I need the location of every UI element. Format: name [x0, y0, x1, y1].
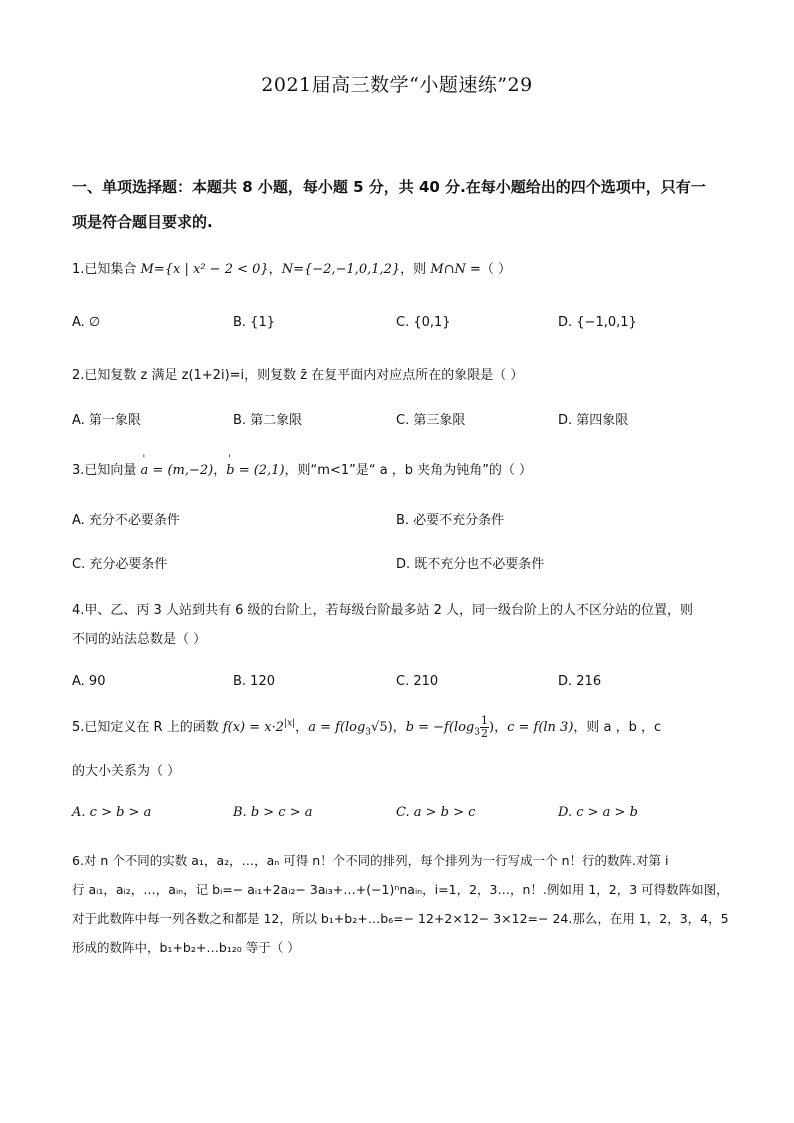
q5-option-a: A. c > b > a: [72, 805, 152, 820]
question-5-stem: [72, 715, 661, 740]
q5-c-definition: c = f(ln 3): [507, 720, 574, 735]
q5-text-b: ，: [295, 720, 309, 735]
q1-option-d: D. {−1,0,1}: [558, 315, 637, 330]
q5-text-d: ，: [494, 720, 508, 735]
question-6-line4: 形成的数阵中，b₁+b₂+…b₁₂₀ 等于（ ）: [72, 940, 300, 955]
q5-text-a: 5.已知定义在 R 上的函数: [72, 720, 223, 735]
q1-set-n: N={−2,−1,0,1,2}: [281, 262, 401, 277]
q4-option-c: C. 210: [396, 674, 439, 689]
q2-option-b: B. 第二象限: [233, 413, 303, 428]
q5-b-close: ): [488, 720, 495, 735]
q3-vector-a: ' a = (m,−2): [141, 463, 214, 478]
q1-text-d: =（ ）: [465, 262, 512, 277]
q5-a-log-base: 3: [365, 727, 372, 738]
question-5-line2: 的大小关系为（ ）: [72, 764, 181, 779]
question-3-stem: [72, 459, 532, 478]
q1-option-c: C. {0,1}: [396, 315, 451, 330]
q1-text-a: 1.已知集合: [72, 262, 141, 277]
q1-option-b: B. {1}: [233, 315, 275, 330]
q5-fraction-denominator: 2: [480, 727, 488, 740]
page-title: 2021届高三数学“小题速练”29: [261, 74, 533, 96]
q3-option-a: A. 充分不必要条件: [72, 513, 180, 528]
question-6-line3: 对于此数阵中每一列各数之和都是 12，所以 b₁+b₂+…b₆=− 12+2×12− 3×12=− 24.那么，在用 1，2，3，4，5: [72, 911, 729, 926]
q5-fraction-numerator: 1: [480, 714, 488, 727]
question-4-line1: 4.甲、乙、丙 3 人站到共有 6 级的台阶上，若每级台阶最多站 2 人，同一级台阶上的人不区分站的位置，则: [72, 603, 694, 618]
q4-option-b: B. 120: [233, 674, 275, 689]
q5-b-log-base: 3: [474, 727, 480, 738]
q3-option-d: D. 既不充分也不必要条件: [396, 557, 545, 572]
question-6-line1: 6.对 n 个不同的实数 a₁，a₂，…，aₙ 可得 n！个不同的排列，每个排列为一行写成一个 n！行的数阵.对第 i: [72, 853, 669, 868]
q1-expr: M∩N: [430, 262, 466, 277]
section-heading-line2: 项是符合题目要求的.: [72, 213, 213, 231]
q4-option-a: A. 90: [72, 674, 106, 689]
q5-option-b: B. b > c > a: [233, 805, 313, 820]
q5-a-definition: a = f(log: [308, 720, 366, 735]
q5-function: f(x) = x·2: [222, 720, 285, 735]
q2-option-d: D. 第四象限: [558, 413, 629, 428]
q5-text-e: ，则 a ，b ，c: [573, 720, 662, 735]
q5-b-definition: b = −f(log: [405, 720, 475, 735]
q1-text-c: ，则: [400, 262, 431, 277]
q1-option-a: A. ∅: [72, 315, 101, 330]
question-6-line2: 行 aᵢ₁，aᵢ₂，…，aᵢₙ，记 bᵢ=− aᵢ₁+2aᵢ₂− 3aᵢ₃+…+(−1)ⁿnaᵢₙ，i=1，2，3…，n！.例如用 1，2，3 可得数阵如图，: [72, 882, 729, 897]
q4-option-d: D. 216: [558, 674, 602, 689]
q2-option-c: C. 第三象限: [396, 413, 466, 428]
q3-text-c: ，则“m<1”是“ a ，b 夹角为钝角”的（ ）: [284, 463, 533, 478]
q5-option-d: D. c > a > b: [558, 805, 638, 820]
q5-a-argument: √5): [371, 720, 393, 735]
q3-option-b: B. 必要不充分条件: [396, 513, 505, 528]
q5-fraction: [480, 715, 489, 740]
q5-option-c: C. a > b > c: [396, 805, 476, 820]
q3-option-c: C. 充分必要条件: [72, 557, 168, 572]
section-heading-line1: 一、单项选择题：本题共 8 小题，每小题 5 分，共 40 分.在每小题给出的四个选项中，只有一: [72, 178, 706, 196]
q3-text-b: ，: [213, 463, 227, 478]
q5-text-c: ，: [392, 720, 406, 735]
q1-set-m: M={x | x² − 2 < 0}: [140, 262, 269, 277]
question-4-line2: 不同的站法总数是（ ）: [72, 632, 207, 647]
q3-vector-b: ' b = (2,1): [226, 463, 284, 478]
q3-text-a: 3.已知向量: [72, 463, 141, 478]
q5-function-exponent: |x|: [284, 718, 296, 729]
question-2-stem: 2.已知复数 z 满足 z(1+2i)=i，则复数 z̄ 在复平面内对应点所在的象限是（ ）: [72, 368, 524, 383]
q2-option-a: A. 第一象限: [72, 413, 141, 428]
question-1-stem: [72, 258, 511, 277]
q1-text-b: ，: [268, 262, 282, 277]
